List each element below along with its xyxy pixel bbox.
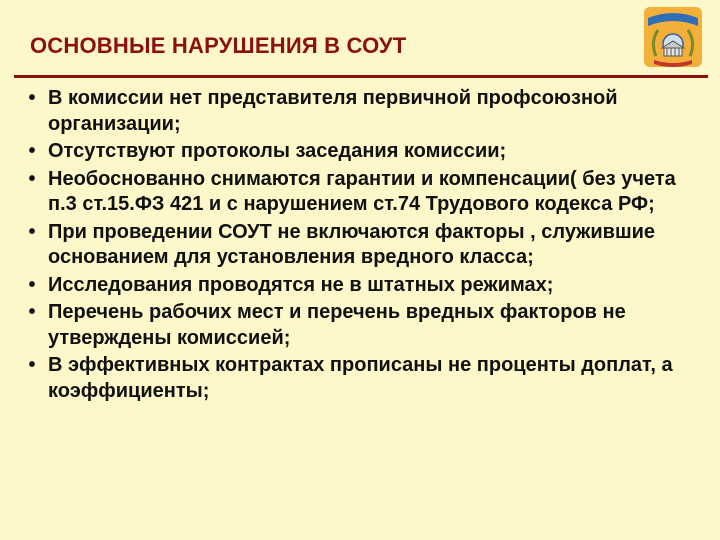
bullet-icon: •: [28, 87, 36, 109]
bullet-icon: •: [28, 167, 36, 190]
bullet-icon: •: [28, 354, 36, 376]
list-item-text: Необоснованно снимаются гарантии и компенсации( без учета п.3 ст.15.ФЗ 421 и с нарушением ст.74 Трудового кодекса РФ;: [48, 167, 676, 215]
list-item: [22, 167, 702, 218]
list-item: [22, 139, 702, 165]
bullet-icon: •: [28, 220, 36, 243]
list-item: [22, 220, 702, 271]
list-item-text: При проведении СОУТ не включаются факторы , служившие основанием для установления вредного класса;: [48, 220, 656, 268]
title-divider: [14, 75, 708, 78]
list-item: [22, 300, 702, 351]
list-item: [22, 353, 702, 404]
violation-list: [22, 86, 702, 406]
list-item: [22, 86, 702, 137]
list-item-text: В комиссии нет представителя первичной профсоюзной организации;: [48, 87, 618, 135]
list-item-text: В эффективных контрактах прописаны не проценты доплат, а коэффициенты;: [48, 354, 673, 402]
trade-union-emblem-icon: [640, 4, 706, 70]
bullet-icon: •: [28, 140, 36, 162]
page-title: ОСНОВНЫЕ НАРУШЕНИЯ В СОУТ: [30, 33, 407, 58]
list-item-text: Отсутствуют протоколы заседания комиссии;: [48, 140, 507, 162]
bullet-icon: •: [28, 301, 36, 323]
list-item-text: Перечень рабочих мест и перечень вредных факторов не утверждены комиссией;: [48, 301, 626, 349]
bullet-icon: •: [28, 273, 36, 296]
list-item: [22, 273, 702, 299]
list-item-text: Исследования проводятся не в штатных режимах;: [48, 273, 554, 296]
